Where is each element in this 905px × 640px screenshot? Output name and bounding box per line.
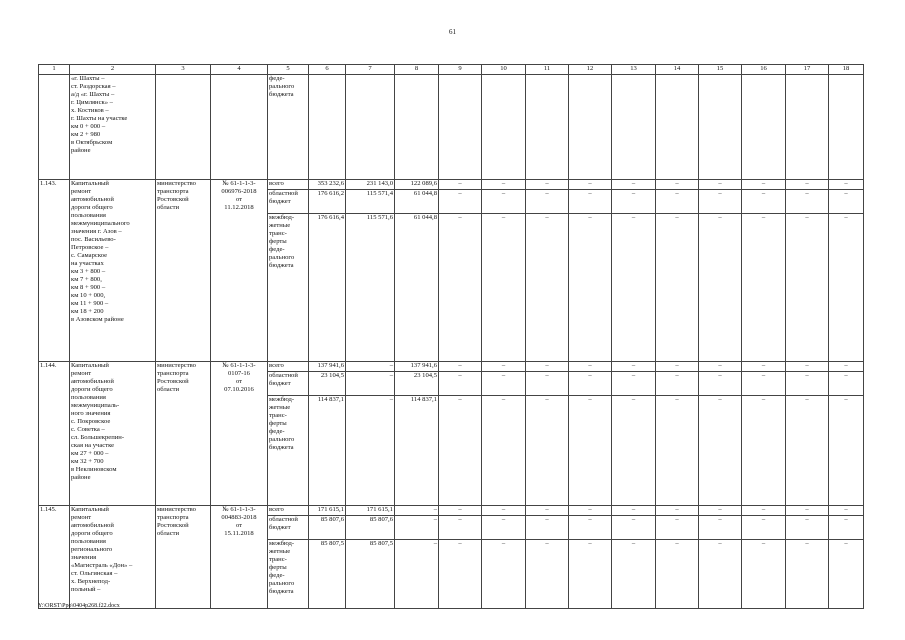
amount-year-2: – [395, 540, 439, 609]
amount-col-12: – [569, 516, 612, 540]
amount-col-13: – [612, 516, 656, 540]
column-number-8: 8 [395, 65, 439, 75]
amount-col-15: – [699, 214, 742, 362]
amount-total: 85 807,6 [309, 516, 346, 540]
amount-col-16: – [742, 362, 786, 372]
object-row [39, 362, 864, 372]
program-table [38, 64, 864, 609]
amount-col-11: – [526, 180, 569, 190]
amount-col-11: – [526, 372, 569, 396]
amount-col-9: – [439, 180, 482, 190]
amount-col-11: – [526, 540, 569, 609]
amount-col-10: – [482, 372, 526, 396]
amount-col-14: – [656, 516, 699, 540]
column-number-row [39, 65, 864, 75]
amount-total: 176 616,4 [309, 214, 346, 362]
amount-col-9: – [439, 516, 482, 540]
object-row [39, 180, 864, 190]
amount-year-1: 231 143,0 [346, 180, 395, 190]
amount-col-14: – [656, 396, 699, 506]
amount-col-9: – [439, 190, 482, 214]
amount-col-15: – [699, 362, 742, 372]
amount-col-9: – [439, 214, 482, 362]
object-name: Капитальный ремонт автомобильной дороги общего пользования регионального значения «Магистраль «Дон» – ст. Ольгинская – х. Верхнепод- польный – [70, 506, 156, 609]
amount-col-16: – [742, 180, 786, 190]
amount-col-17: – [786, 516, 829, 540]
amount-year-2: 122 089,6 [395, 180, 439, 190]
expertise-document: № 61-1-1-3- 004883-2018 от 15.11.2018 [211, 506, 268, 609]
amount-col-17: – [786, 180, 829, 190]
amount-total: 85 807,5 [309, 540, 346, 609]
amount-year-2: – [395, 506, 439, 516]
amount-col-15: – [699, 190, 742, 214]
amount-col-18: – [829, 214, 864, 362]
amount-col-15: – [699, 506, 742, 516]
funding-source: феде- рального бюджета [268, 75, 309, 180]
object-row [39, 506, 864, 516]
amount-col-15: – [699, 396, 742, 506]
amount-col-18: – [829, 396, 864, 506]
amount-year-1: – [346, 362, 395, 372]
column-number-2: 2 [70, 65, 156, 75]
cell-doc [211, 75, 268, 180]
column-number-7: 7 [346, 65, 395, 75]
funding-source: межбюд- жетные транс- ферты феде- рального бюджета [268, 396, 309, 506]
column-number-18: 18 [829, 65, 864, 75]
column-number-11: 11 [526, 65, 569, 75]
funding-source: всего [268, 180, 309, 190]
amount-col-10: – [482, 506, 526, 516]
object-name: Капитальный ремонт автомобильной дороги общего пользования межмуниципаль- ного значения с. Покровское с. Советка – сл. Большекрепин- ская на участке км 27 + 000 – км 32 + 700 в Неклиновском районе [70, 362, 156, 506]
amount-col-18: – [829, 516, 864, 540]
column-number-3: 3 [156, 65, 211, 75]
column-number-9: 9 [439, 65, 482, 75]
amount-col-14: – [656, 214, 699, 362]
amount-col-11: – [526, 190, 569, 214]
amount-col-12: – [569, 396, 612, 506]
amount-col-10: – [482, 540, 526, 609]
amount-col-14: – [656, 190, 699, 214]
amount-year-2: 61 044,8 [395, 190, 439, 214]
amount-col-10: – [482, 396, 526, 506]
amount-col-18: – [829, 190, 864, 214]
amount-col-14: – [656, 372, 699, 396]
amount-col-13: – [612, 372, 656, 396]
file-path-footer: Y:\ORST\Ppo\0404p268.f22.docx [38, 603, 120, 609]
amount-col-18: – [829, 372, 864, 396]
amount-col-12: – [569, 362, 612, 372]
funding-source: межбюд- жетные транс- ферты феде- рального бюджета [268, 214, 309, 362]
amount-col-11: – [526, 506, 569, 516]
amount-col-16: – [742, 372, 786, 396]
amount-col-10: – [482, 180, 526, 190]
amount-col-14: – [656, 506, 699, 516]
column-number-12: 12 [569, 65, 612, 75]
customer-org: министерство транспорта Ростовской области [156, 180, 211, 362]
amount-col-13: – [612, 214, 656, 362]
amount-col-18: – [829, 540, 864, 609]
amount-col-10: – [482, 190, 526, 214]
column-number-13: 13 [612, 65, 656, 75]
amount-year-1: 115 571,4 [346, 190, 395, 214]
amount-col-16: – [742, 506, 786, 516]
amount-col-10: – [482, 214, 526, 362]
amount-year-1: 85 807,5 [346, 540, 395, 609]
amount-col-9: – [439, 540, 482, 609]
amount-col-13: – [612, 362, 656, 372]
customer-org: министерство транспорта Ростовской области [156, 362, 211, 506]
amount-col-16: – [742, 190, 786, 214]
amount-col-15: – [699, 372, 742, 396]
cell-num [39, 75, 70, 180]
amount-year-1: – [346, 396, 395, 506]
column-number-15: 15 [699, 65, 742, 75]
funding-source: областной бюджет [268, 372, 309, 396]
amount-col-17: – [786, 362, 829, 372]
amount-col-13: – [612, 180, 656, 190]
amount-col-10: – [482, 362, 526, 372]
amount-col-12: – [569, 540, 612, 609]
object-number: 1.144. [39, 362, 70, 506]
page-number: 61 [449, 28, 456, 36]
column-number-14: 14 [656, 65, 699, 75]
amount-col-12: – [569, 190, 612, 214]
amount-col-14: – [656, 540, 699, 609]
amount-total: 171 615,1 [309, 506, 346, 516]
amount-col-15: – [699, 540, 742, 609]
column-number-4: 4 [211, 65, 268, 75]
amount-col-16: – [742, 516, 786, 540]
amount-col-17: – [786, 214, 829, 362]
amount-total: 353 232,6 [309, 180, 346, 190]
amount-col-11: – [526, 362, 569, 372]
amount-total: 114 837,1 [309, 396, 346, 506]
funding-source: областной бюджет [268, 190, 309, 214]
column-number-10: 10 [482, 65, 526, 75]
expertise-document: № 61-1-1-3- 0107-16 от 07.10.2016 [211, 362, 268, 506]
amount-col-18: – [829, 506, 864, 516]
amount-col-9: – [439, 362, 482, 372]
amount-col-17: – [786, 506, 829, 516]
funding-source: всего [268, 506, 309, 516]
column-number-6: 6 [309, 65, 346, 75]
continuation-row [39, 75, 864, 180]
funding-source: межбюд- жетные транс- ферты феде- рального бюджета [268, 540, 309, 609]
amount-col-17: – [786, 190, 829, 214]
amount-total: 23 104,5 [309, 372, 346, 396]
amount-col-12: – [569, 372, 612, 396]
amount-col-17: – [786, 540, 829, 609]
amount-col-11: – [526, 214, 569, 362]
amount-col-11: – [526, 396, 569, 506]
amount-total: 137 941,6 [309, 362, 346, 372]
amount-col-9: – [439, 372, 482, 396]
amount-col-13: – [612, 396, 656, 506]
amount-col-13: – [612, 190, 656, 214]
expertise-document: № 61-1-1-3- 006976-2018 от 11.12.2018 [211, 180, 268, 362]
amount-col-12: – [569, 506, 612, 516]
column-number-16: 16 [742, 65, 786, 75]
object-number: 1.143. [39, 180, 70, 362]
amount-col-17: – [786, 396, 829, 506]
amount-col-15: – [699, 516, 742, 540]
column-number-17: 17 [786, 65, 829, 75]
amount-col-16: – [742, 396, 786, 506]
amount-col-18: – [829, 362, 864, 372]
column-number-1: 1 [39, 65, 70, 75]
amount-year-2: 23 104,5 [395, 372, 439, 396]
column-number-5: 5 [268, 65, 309, 75]
object-name: «г. Шахты – ст. Раздорская – а/д «г. Шахты – г. Цимлянск» – х. Костиков – г. Шахты на участке км 0 + 000 – км 2 + 980 в Октябрьском районе [70, 75, 156, 180]
amount-col-14: – [656, 180, 699, 190]
cell-org [156, 75, 211, 180]
amount-col-12: – [569, 180, 612, 190]
object-number: 1.145. [39, 506, 70, 609]
amount-col-9: – [439, 396, 482, 506]
amount-year-1: 115 571,6 [346, 214, 395, 362]
amount-col-9: – [439, 506, 482, 516]
amount-year-2: 114 837,1 [395, 396, 439, 506]
amount-year-1: – [346, 372, 395, 396]
amount-col-14: – [656, 362, 699, 372]
amount-year-2: 137 941,6 [395, 362, 439, 372]
funding-source: областной бюджет [268, 516, 309, 540]
amount-col-10: – [482, 516, 526, 540]
amount-year-1: 85 807,6 [346, 516, 395, 540]
funding-source: всего [268, 362, 309, 372]
amount-col-15: – [699, 180, 742, 190]
amount-col-16: – [742, 214, 786, 362]
amount-col-13: – [612, 540, 656, 609]
amount-total: 176 616,2 [309, 190, 346, 214]
amount-col-13: – [612, 506, 656, 516]
object-name: Капитальный ремонт автомобильной дороги общего пользования межмуниципального значения г. Азов – пос. Васильево- Петровское – с. Самарское на участках км 3 + 800 – км 7 + 800, км 8 + 900 – км 10 + 000, км 11 + 900 – км 18 + 200 в Азовском районе [70, 180, 156, 362]
amount-col-18: – [829, 180, 864, 190]
amount-year-2: – [395, 516, 439, 540]
amount-col-11: – [526, 516, 569, 540]
amount-year-1: 171 615,1 [346, 506, 395, 516]
customer-org: министерство транспорта Ростовской области [156, 506, 211, 609]
amount-col-12: – [569, 214, 612, 362]
amount-year-2: 61 044,8 [395, 214, 439, 362]
amount-col-17: – [786, 372, 829, 396]
amount-col-16: – [742, 540, 786, 609]
